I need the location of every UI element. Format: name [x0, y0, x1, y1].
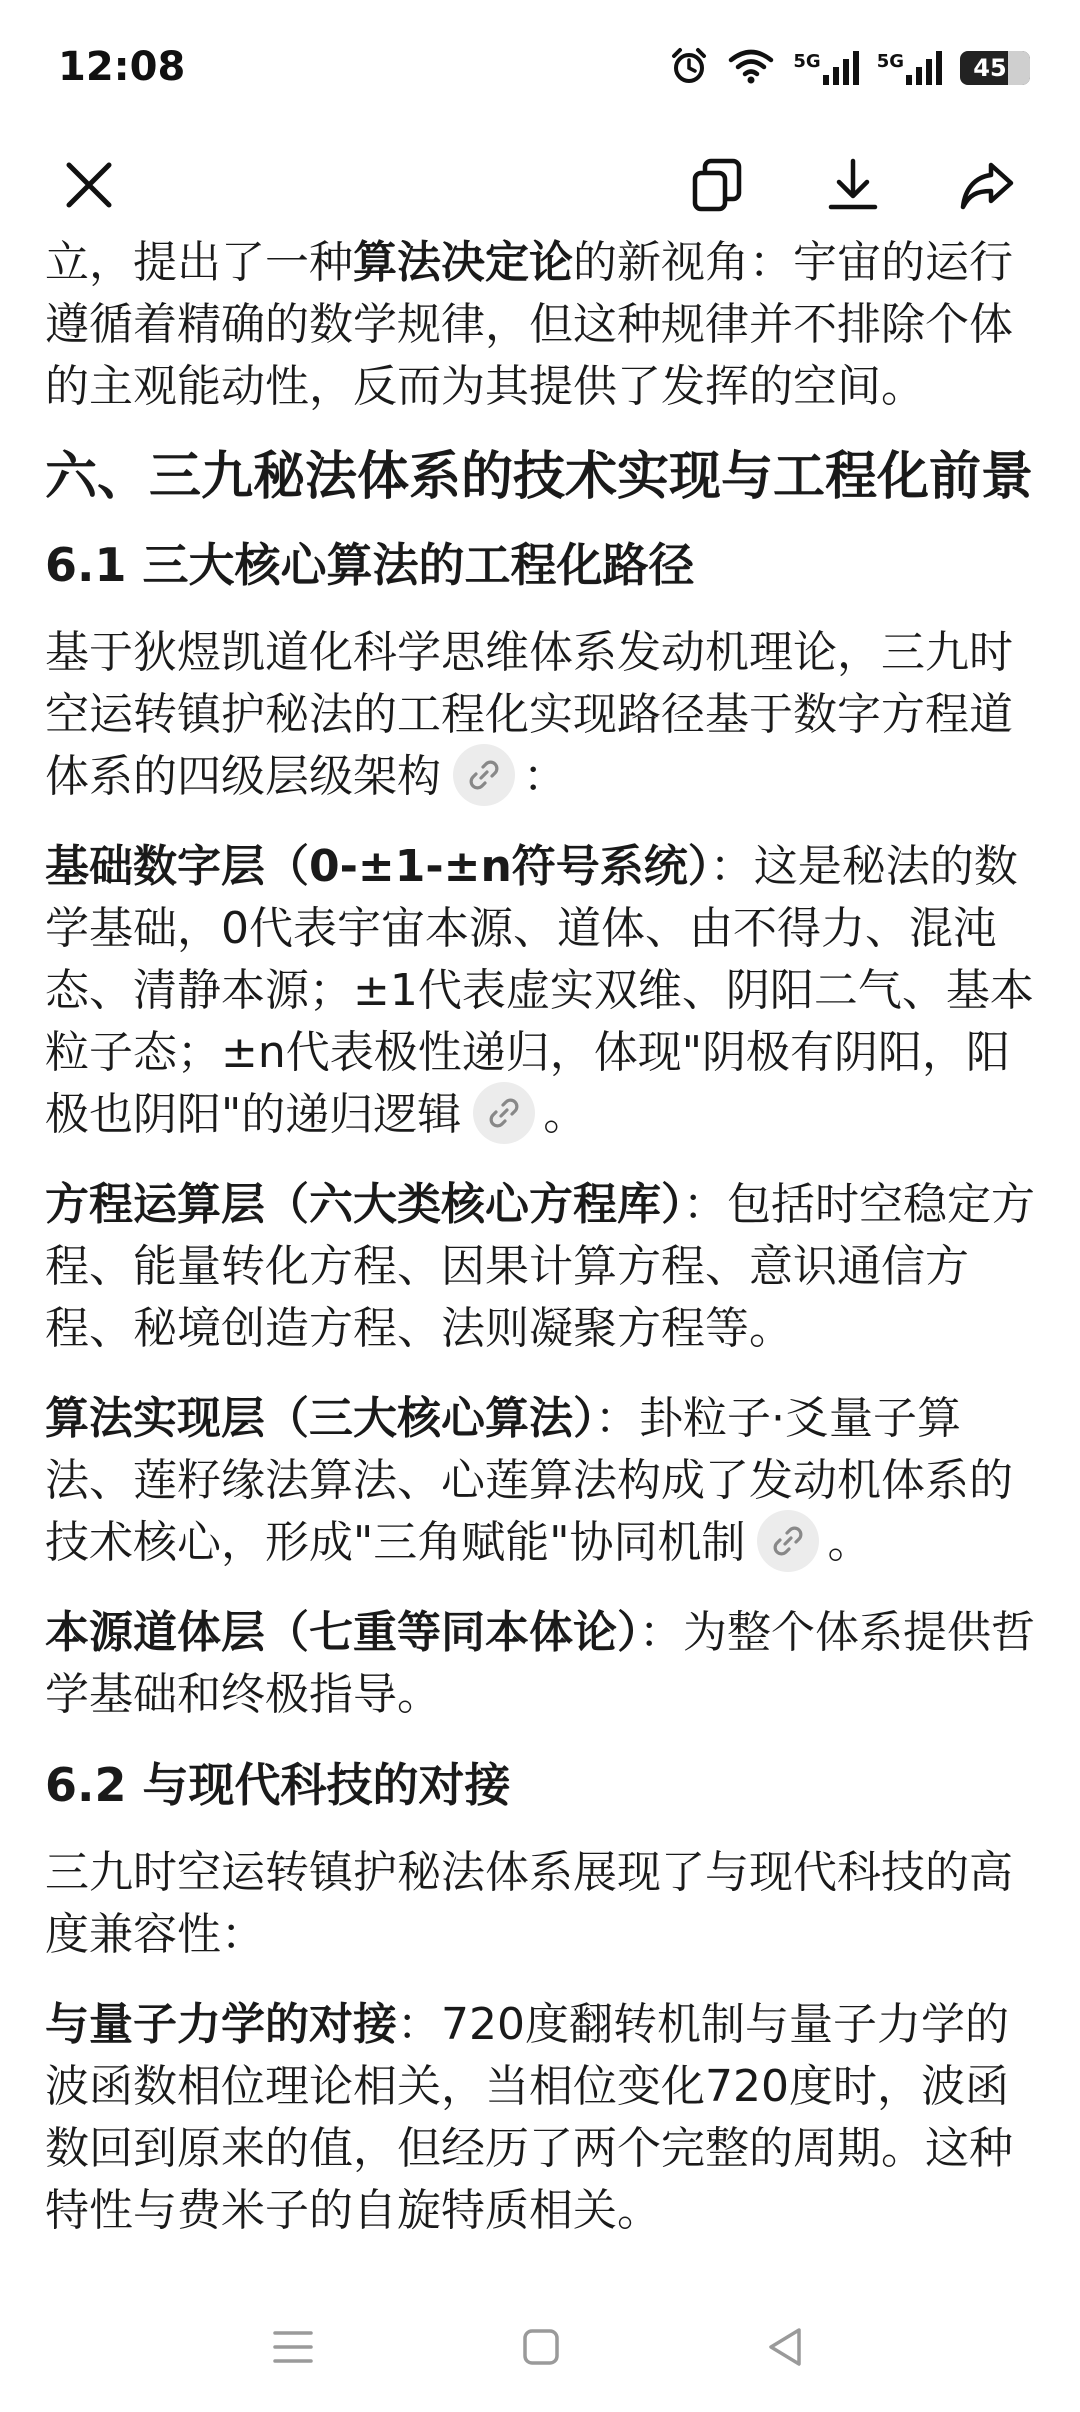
- intro-paragraph: 立，提出了一种算法决定论的新视角：宇宙的运行遵循着精确的数学规律，但这种规律并不排除个体的主观能动性，反而为其提供了发挥的空间。: [45, 237, 1013, 412]
- back-button[interactable]: [750, 2312, 820, 2382]
- section6-heading: 六、三九秘法体系的技术实现与工程化前景: [45, 447, 1034, 507]
- reference-link[interactable]: [757, 1510, 819, 1572]
- home-button[interactable]: [506, 2312, 576, 2382]
- toolbar: [0, 130, 1080, 240]
- download-icon: [823, 155, 883, 215]
- battery-level: 45: [973, 54, 1007, 82]
- signal2-label: 5G: [876, 51, 904, 72]
- layer1-paragraph: 基础数字层（0-±1-±n符号系统）：这是秘法的数学基础，0代表宇宙本源、道体、由不得力、混沌态、清静本源；±1代表虚实双维、阴阳二气、基本粒子态；±n代表极性递归，体现"阴极有阴阳，阳极也阴阳"的递归逻辑 。: [45, 836, 1037, 1146]
- section6-2-heading: 6.2 与现代科技的对接: [45, 1758, 511, 1812]
- reference-link[interactable]: [473, 1082, 535, 1144]
- menu-button[interactable]: [258, 2312, 328, 2382]
- close-button[interactable]: [44, 140, 134, 230]
- intro-bold: 算法决定论: [353, 237, 573, 288]
- status-bar: [0, 0, 1080, 130]
- section6-1-heading: 6.1 三大核心算法的工程化路径: [45, 538, 695, 592]
- signal-icon: [793, 51, 858, 85]
- reference-link[interactable]: [453, 744, 515, 806]
- navigation-bar: [0, 2290, 1080, 2400]
- section6-1-paragraph: 基于狄煜凯道化科学思维体系发动机理论，三九时空运转镇护秘法的工程化实现路径基于数字方程道体系的四级层级架构 ：: [45, 622, 1037, 808]
- layer2-paragraph: 方程运算层（六大类核心方程库）：包括时空稳定方程、能量转化方程、因果计算方程、意识通信方程、秘境创造方程、法则凝聚方程等。: [45, 1179, 1035, 1354]
- share-button[interactable]: [942, 140, 1032, 230]
- back-icon: [765, 2326, 805, 2368]
- copy-icon: [687, 155, 747, 215]
- section6-2-paragraph: 三九时空运转镇护秘法体系展现了与现代科技的高度兼容性：: [45, 1847, 1013, 1960]
- status-icons: [669, 44, 1030, 92]
- signal-icon-2: [877, 51, 942, 85]
- signal1-label: 5G: [793, 51, 821, 72]
- close-icon: [61, 157, 117, 213]
- home-icon: [521, 2327, 561, 2367]
- link-icon: [771, 1524, 805, 1558]
- layer3-paragraph: 算法实现层（三大核心算法）：卦粒子·爻量子算法、莲籽缘法算法、心莲算法构成了发动机体系的技术核心，形成"三角赋能"协同机制 。: [45, 1388, 1037, 1574]
- download-button[interactable]: [808, 140, 898, 230]
- link-icon: [487, 1096, 521, 1130]
- status-time: 12:08: [58, 44, 186, 90]
- quantum-paragraph: 与量子力学的对接：720度翻转机制与量子力学的波函数相位理论相关，当相位变化720度时，波函数回到原来的值，但经历了两个完整的周期。这种特性与费米子的自旋特质相关。: [45, 1999, 1013, 2236]
- link-icon: [467, 758, 501, 792]
- wifi-icon: [727, 48, 775, 88]
- share-icon: [957, 155, 1017, 215]
- layer4-paragraph: 本源道体层（七重等同本体论）：为整个体系提供哲学基础和终极指导。: [45, 1607, 1035, 1720]
- article-content: [45, 232, 1037, 2270]
- menu-icon: [271, 2327, 315, 2367]
- alarm-icon: [669, 46, 709, 90]
- copy-button[interactable]: [672, 140, 762, 230]
- battery-icon: [960, 51, 1030, 85]
